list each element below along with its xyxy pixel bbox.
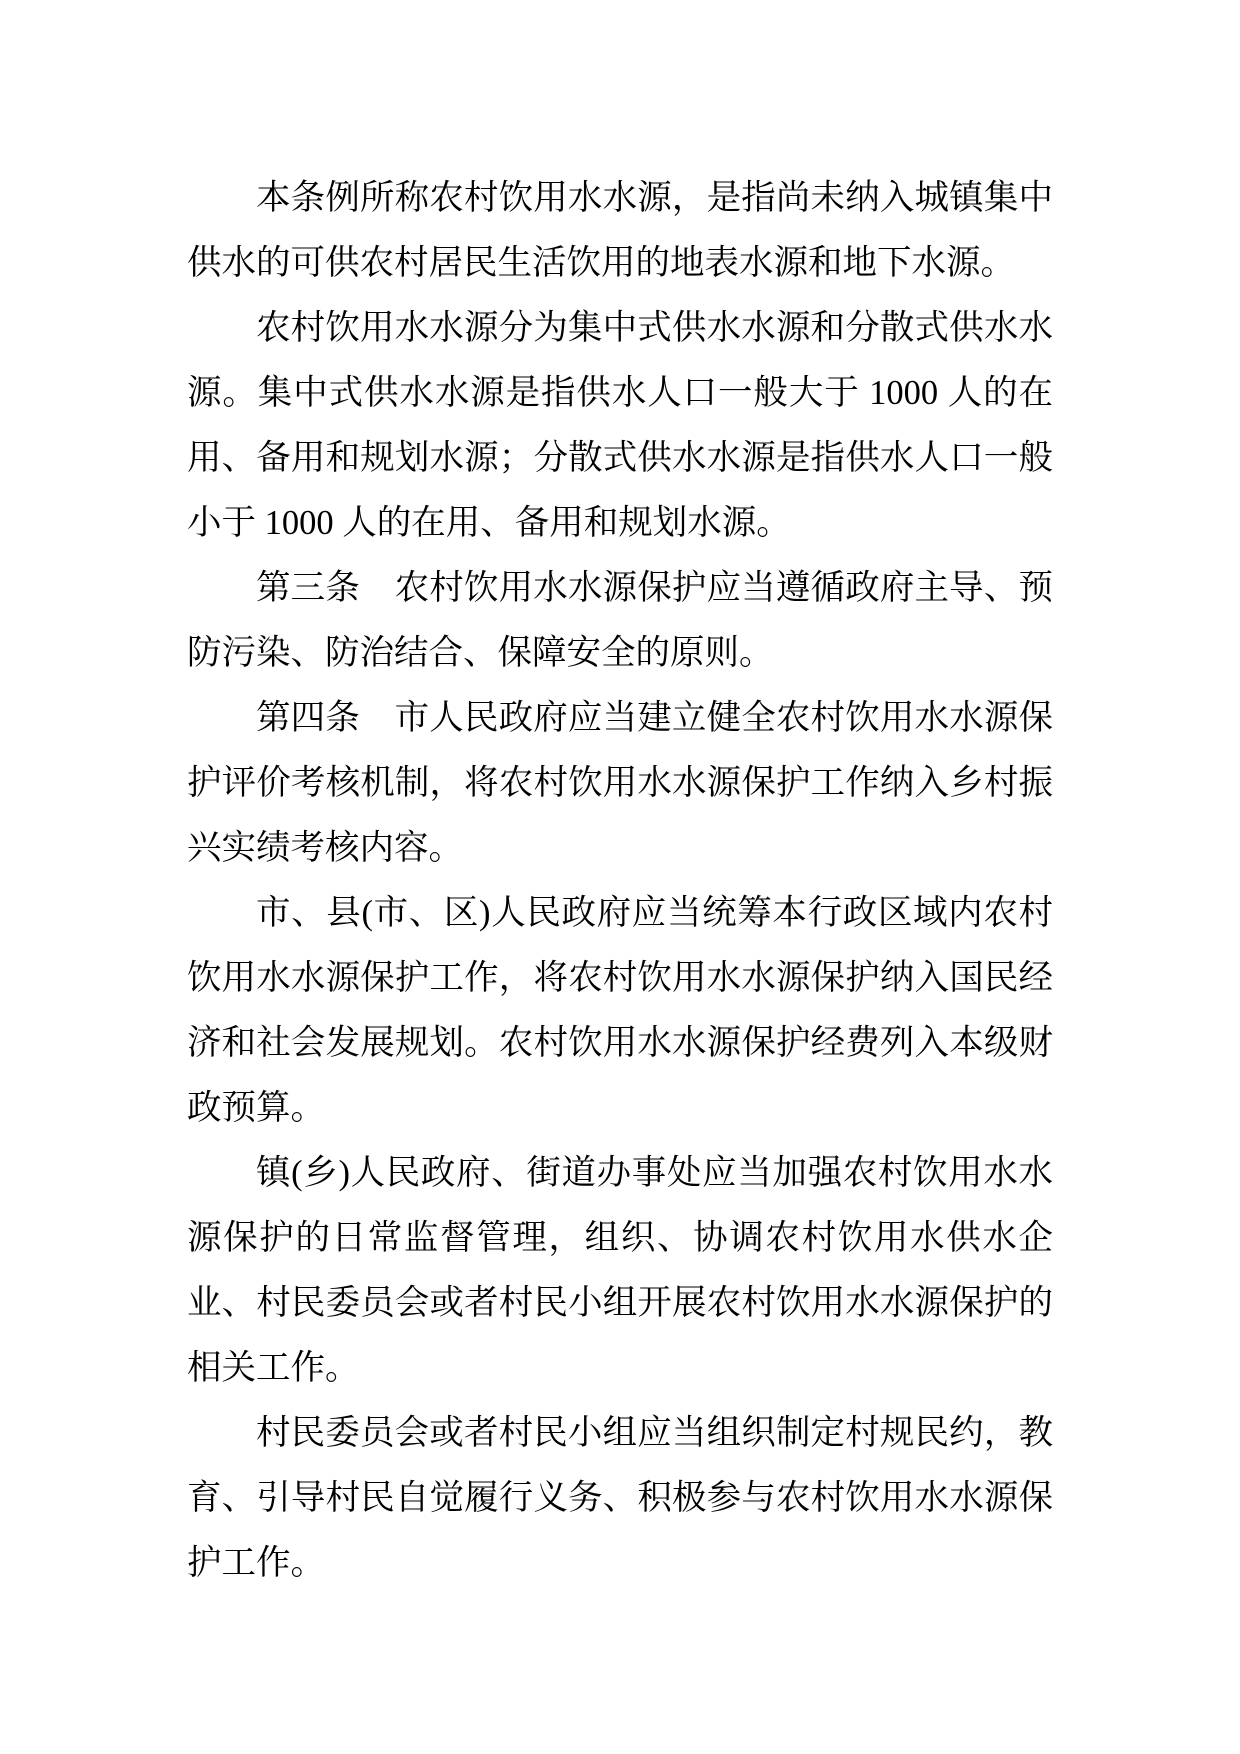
paragraph: 农村饮用水水源分为集中式供水水源和分散式供水水源。集中式供水水源是指供水人口一般大于 1000 人的在用、备用和规划水源；分散式供水水源是指供水人口一般小于 1000 人的在用、备用和规划水源。 [187,309,1053,542]
paragraph: 镇(乡)人民政府、街道办事处应当加强农村饮用水水源保护的日常监督管理，组织、协调农村饮用水供水企业、村民委员会或者村民小组开展农村饮用水水源保护的相关工作。 [187,1154,1053,1387]
document-body-text [187,166,1053,1596]
paragraph: 本条例所称农村饮用水水源，是指尚未纳入城镇集中供水的可供农村居民生活饮用的地表水源和地下水源。 [187,179,1053,282]
paragraph-article-4: 第四条 市人民政府应当建立健全农村饮用水水源保护评价考核机制，将农村饮用水水源保护工作纳入乡村振兴实绩考核内容。 [187,699,1053,867]
paragraph: 市、县(市、区)人民政府应当统筹本行政区域内农村饮用水水源保护工作，将农村饮用水水源保护纳入国民经济和社会发展规划。农村饮用水水源保护经费列入本级财政预算。 [187,894,1053,1127]
paragraph: 村民委员会或者村民小组应当组织制定村规民约，教育、引导村民自觉履行义务、积极参与农村饮用水水源保护工作。 [187,1414,1053,1582]
paragraph-article-3: 第三条 农村饮用水水源保护应当遵循政府主导、预防污染、防治结合、保障安全的原则。 [187,569,1053,672]
